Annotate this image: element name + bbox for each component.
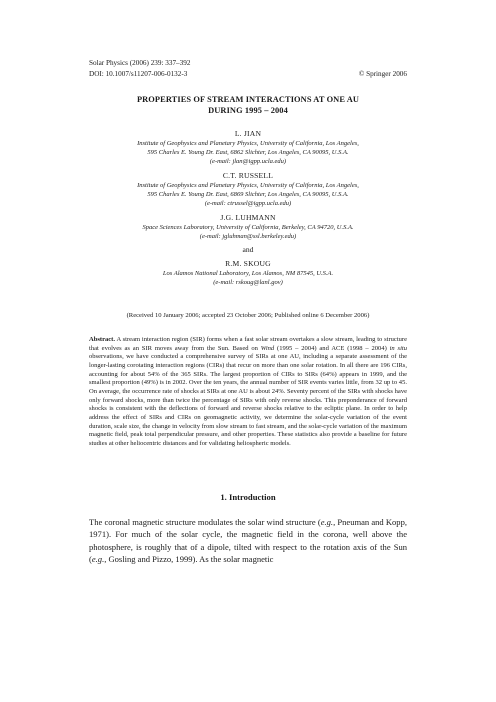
body-text: , Pneuman and Kopp, 1971). For much of the solar cycle, the magnetic field in the corona, well above the photosphere, is roughly that of a dipole, tilted with respect to the rotation axis of the Sun ( (89, 517, 407, 565)
abstract-emphasis: in situ (389, 344, 408, 352)
author-email[interactable]: (e-mail: rskoug@lanl.gov) (213, 279, 283, 286)
author-affiliation: 595 Charles E. Young Dr. East, 6869 Slichter, Los Angeles, CA 90095, U.S.A. (147, 191, 349, 198)
running-header (89, 58, 190, 79)
introduction-paragraph (89, 516, 407, 566)
abstract-label: Abstract. (89, 336, 115, 343)
title-line-1: PROPERTIES OF STREAM INTERACTIONS AT ONE AU (136, 95, 360, 104)
author-name: J.G. LUHMANN (220, 213, 276, 222)
publication-history: (Received 10 January 2006; accepted 23 October 2006; Published online 6 December 2006) (126, 312, 370, 319)
abstract (89, 336, 407, 449)
author-name: C.T. RUSSELL (222, 171, 274, 180)
body-text: , Gosling and Pizzo, 1999). As the solar magnetic (104, 554, 274, 565)
section-heading: 1. Introduction (220, 492, 276, 502)
author-email[interactable]: (e-mail: ctrussel@igpp.ucla.edu) (204, 200, 292, 207)
author-affiliation: Institute of Geophysics and Planetary Physics, University of California, Los Angeles, (137, 140, 359, 147)
title-line-2: DURING 1995 – 2004 (208, 106, 288, 115)
copyright-notice: © Springer 2006 (358, 69, 407, 78)
body-text: The coronal magnetic structure modulates the solar wind structure ( (89, 517, 321, 527)
abstract-text: A stream interaction region (SIR) forms when a fast solar stream overtakes a slow stream, leading to structure that evolves as an SIR moves away from the Sun. Based on (89, 336, 407, 352)
author-affiliation: Institute of Geophysics and Planetary Physics, University of California, Los Angeles, (137, 182, 359, 189)
author-name: R.M. SKOUG (225, 259, 271, 268)
doi[interactable]: DOI: 10.1007/s11207-006-0132-3 (89, 69, 188, 78)
abstract-emphasis: Wind (260, 344, 275, 352)
journal-citation: Solar Physics (2006) 239: 337–392 (89, 59, 191, 67)
body-emphasis: e.g. (91, 554, 105, 565)
author-affiliation: 595 Charles E. Young Dr. East, 6862 Slichter, Los Angeles, CA 90095, U.S.A. (147, 149, 349, 156)
author-conjunction: and (242, 245, 254, 254)
author-email[interactable]: (e-mail: jgluhman@ssl.berkeley.edu) (199, 233, 297, 240)
author-block (80, 129, 416, 287)
author-name: L. JIAN (234, 129, 262, 138)
abstract-text: (1995 – 2004) and ACE (1998 – 2004) (274, 344, 390, 352)
body-emphasis: e.g. (320, 517, 334, 527)
author-email[interactable]: (e-mail: jlan@igpp.ucla.edu) (209, 158, 287, 165)
abstract-text: observations, we have conducted a comprehensive survey of SIRs at one AU, including a separate assessment of the longer-lasting corotating interaction regions (CIRs) that recur on more than one solar rotation. In all there are 196 CIRs, accounting for about 54% of the 365 SIRs. The largest proportion of CIRs to SIRs (64%) appears in 1999, and the smallest proportion (49%) is in 2002. Over the ten years, the annual number of SIR events varies little, from 32 up to 45. On average, the occurrence rate of shocks at SIRs at one AU is about 24%. Seventy percent of the SIRs with shocks have only forward shocks, more than twice the percentage of SIRs with only reverse shocks. This preponderance of forward shocks is consistent with the deflections of forward and reverse shocks relative to the ecliptic plane. In order to help address the effect of SIRs and CIRs on geomagnetic activity, we determine the solar-cycle variation of the event duration, scale size, the change in velocity from slow stream to fast stream, and the solar-cycle variation of the maximum magnetic field, peak total perpendicular pressure, and other properties. These statistics also provide a baseline for future studies at other heliocentric distances and for validating heliospheric models. (89, 353, 407, 447)
author-affiliation: Space Sciences Laboratory, University of California, Berkeley, CA 94720, U.S.A. (142, 224, 354, 231)
author-affiliation: Los Alamos National Laboratory, Los Alamos, NM 87545, U.S.A. (162, 270, 334, 277)
paper-title (89, 94, 407, 116)
